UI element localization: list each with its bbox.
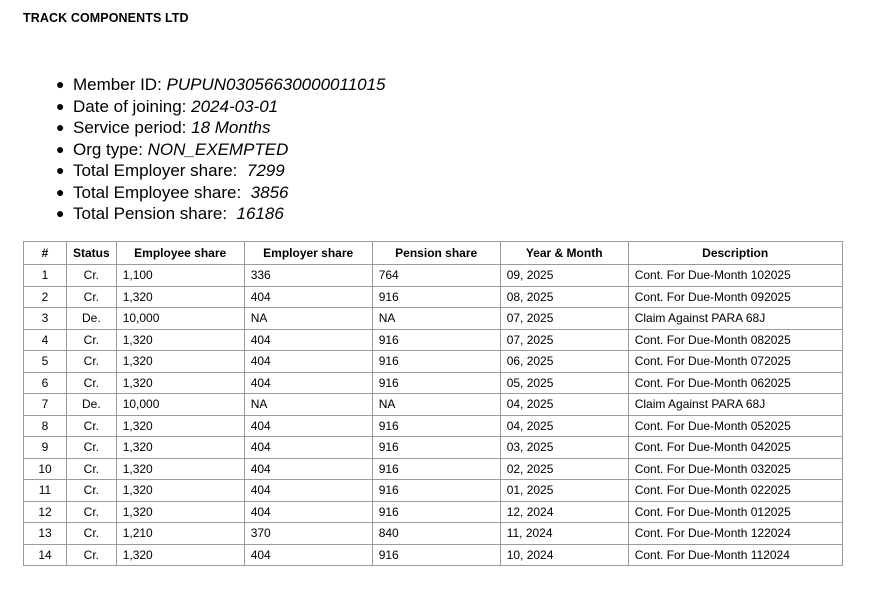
cell-year-month: 08, 2025: [500, 286, 628, 308]
cell-description: Cont. For Due-Month 022025: [628, 480, 842, 502]
cell-year-month: 04, 2025: [500, 394, 628, 416]
cell-pension-share: 916: [372, 437, 500, 459]
cell-pension-share: NA: [372, 308, 500, 330]
cell-number: 3: [24, 308, 67, 330]
header-employee-share: Employee share: [116, 242, 244, 265]
cell-year-month: 11, 2024: [500, 523, 628, 545]
header-number: #: [24, 242, 67, 265]
cell-year-month: 04, 2025: [500, 415, 628, 437]
cell-description: Cont. For Due-Month 062025: [628, 372, 842, 394]
cell-number: 2: [24, 286, 67, 308]
table-row: [24, 544, 843, 566]
cell-pension-share: 916: [372, 501, 500, 523]
table-row: [24, 351, 843, 373]
member-info-list: [56, 74, 386, 225]
cell-description: Claim Against PARA 68J: [628, 394, 842, 416]
table-row: [24, 308, 843, 330]
cell-description: Cont. For Due-Month 102025: [628, 265, 842, 287]
cell-status: Cr.: [67, 286, 117, 308]
cell-pension-share: 916: [372, 480, 500, 502]
bullet-icon: ●: [56, 76, 65, 92]
cell-employee-share: 1,320: [116, 480, 244, 502]
cell-employee-share: 1,100: [116, 265, 244, 287]
cell-pension-share: 916: [372, 351, 500, 373]
cell-employee-share: 1,320: [116, 458, 244, 480]
cell-description: Cont. For Due-Month 082025: [628, 329, 842, 351]
cell-status: Cr.: [67, 458, 117, 480]
bullet-icon: ●: [56, 183, 65, 200]
cell-employee-share: 1,320: [116, 286, 244, 308]
cell-number: 5: [24, 351, 67, 373]
cell-employer-share: 404: [244, 480, 372, 502]
cell-pension-share: 916: [372, 458, 500, 480]
cell-number: 7: [24, 394, 67, 416]
table-header-row: [24, 242, 843, 265]
cell-year-month: 02, 2025: [500, 458, 628, 480]
cell-description: Cont. For Due-Month 072025: [628, 351, 842, 373]
cell-employer-share: 404: [244, 501, 372, 523]
cell-pension-share: 840: [372, 523, 500, 545]
cell-employee-share: 1,210: [116, 523, 244, 545]
header-year-month: Year & Month: [500, 242, 628, 265]
table-row: [24, 394, 843, 416]
cell-employee-share: 1,320: [116, 351, 244, 373]
cell-employee-share: 1,320: [116, 415, 244, 437]
info-value: NON_EXEMPTED: [147, 139, 289, 159]
cell-number: 13: [24, 523, 67, 545]
cell-year-month: 03, 2025: [500, 437, 628, 459]
contribution-table: [23, 241, 843, 566]
cell-year-month: 12, 2024: [500, 501, 628, 523]
cell-employee-share: 1,320: [116, 501, 244, 523]
info-value: 3856: [250, 182, 289, 202]
info-label: Total Employer share:: [73, 161, 243, 180]
table-row: [24, 523, 843, 545]
cell-number: 14: [24, 544, 67, 566]
cell-status: De.: [67, 394, 117, 416]
info-value: 7299: [246, 161, 285, 180]
cell-year-month: 01, 2025: [500, 480, 628, 502]
cell-employer-share: 404: [244, 458, 372, 480]
header-status: Status: [67, 242, 117, 265]
cell-number: 10: [24, 458, 67, 480]
company-name: TRACK COMPONENTS LTD: [23, 11, 189, 25]
cell-number: 12: [24, 501, 67, 523]
info-value: 2024-03-01: [191, 96, 279, 116]
header-pension-share: Pension share: [372, 242, 500, 265]
bullet-icon: ●: [56, 140, 65, 157]
info-label: Service period:: [73, 118, 187, 137]
table-row: [24, 286, 843, 308]
bullet-icon: ●: [56, 97, 65, 114]
info-label: Total Pension share:: [73, 204, 232, 223]
cell-status: Cr.: [67, 544, 117, 566]
table-row: [24, 458, 843, 480]
cell-description: Cont. For Due-Month 112024: [628, 544, 842, 566]
cell-employer-share: 336: [244, 265, 372, 287]
cell-employer-share: 404: [244, 351, 372, 373]
info-value: 18 Months: [191, 118, 271, 137]
cell-year-month: 10, 2024: [500, 544, 628, 566]
cell-pension-share: NA: [372, 394, 500, 416]
cell-employee-share: 10,000: [116, 394, 244, 416]
cell-status: Cr.: [67, 351, 117, 373]
cell-employer-share: 404: [244, 437, 372, 459]
table-row: [24, 372, 843, 394]
cell-employer-share: 404: [244, 544, 372, 566]
info-total-pension-share: [56, 203, 386, 225]
cell-number: 9: [24, 437, 67, 459]
cell-employee-share: 1,320: [116, 544, 244, 566]
cell-number: 11: [24, 480, 67, 502]
bullet-icon: ●: [56, 119, 65, 135]
cell-employer-share: NA: [244, 394, 372, 416]
table-row: [24, 501, 843, 523]
cell-year-month: 05, 2025: [500, 372, 628, 394]
info-label: Total Employee share:: [73, 182, 246, 202]
cell-description: Cont. For Due-Month 032025: [628, 458, 842, 480]
info-member-id: [56, 74, 386, 96]
cell-status: Cr.: [67, 480, 117, 502]
cell-status: Cr.: [67, 372, 117, 394]
cell-status: Cr.: [67, 523, 117, 545]
table-row: [24, 415, 843, 437]
bullet-icon: ●: [56, 162, 65, 178]
info-service-period: [56, 117, 386, 139]
info-org-type: [56, 139, 386, 161]
cell-pension-share: 916: [372, 544, 500, 566]
info-total-employee-share: [56, 182, 386, 204]
cell-year-month: 06, 2025: [500, 351, 628, 373]
cell-description: Cont. For Due-Month 052025: [628, 415, 842, 437]
table-row: [24, 265, 843, 287]
cell-employee-share: 10,000: [116, 308, 244, 330]
info-date-of-joining: [56, 96, 386, 118]
info-label: Org type:: [73, 139, 143, 159]
cell-employer-share: 404: [244, 372, 372, 394]
cell-year-month: 09, 2025: [500, 265, 628, 287]
cell-description: Cont. For Due-Month 012025: [628, 501, 842, 523]
cell-status: Cr.: [67, 415, 117, 437]
info-value: 16186: [236, 204, 284, 223]
table-row: [24, 437, 843, 459]
cell-status: De.: [67, 308, 117, 330]
cell-employer-share: 404: [244, 415, 372, 437]
cell-description: Claim Against PARA 68J: [628, 308, 842, 330]
cell-employer-share: 370: [244, 523, 372, 545]
bullet-icon: ●: [56, 205, 65, 221]
cell-number: 4: [24, 329, 67, 351]
cell-pension-share: 916: [372, 372, 500, 394]
cell-pension-share: 916: [372, 286, 500, 308]
cell-employee-share: 1,320: [116, 372, 244, 394]
table-row: [24, 480, 843, 502]
cell-pension-share: 916: [372, 415, 500, 437]
table-body: [24, 265, 843, 566]
cell-status: Cr.: [67, 329, 117, 351]
info-total-employer-share: [56, 160, 386, 182]
cell-employer-share: 404: [244, 286, 372, 308]
cell-pension-share: 916: [372, 329, 500, 351]
info-label: Date of joining:: [73, 96, 187, 116]
cell-description: Cont. For Due-Month 122024: [628, 523, 842, 545]
cell-year-month: 07, 2025: [500, 329, 628, 351]
info-value: PUPUN03056630000011015: [166, 75, 386, 94]
cell-employer-share: NA: [244, 308, 372, 330]
cell-number: 8: [24, 415, 67, 437]
info-label: Member ID:: [73, 75, 162, 94]
cell-pension-share: 764: [372, 265, 500, 287]
cell-employee-share: 1,320: [116, 437, 244, 459]
cell-description: Cont. For Due-Month 042025: [628, 437, 842, 459]
header-employer-share: Employer share: [244, 242, 372, 265]
cell-status: Cr.: [67, 265, 117, 287]
cell-status: Cr.: [67, 437, 117, 459]
cell-employer-share: 404: [244, 329, 372, 351]
cell-employee-share: 1,320: [116, 329, 244, 351]
table-row: [24, 329, 843, 351]
cell-description: Cont. For Due-Month 092025: [628, 286, 842, 308]
cell-status: Cr.: [67, 501, 117, 523]
cell-number: 1: [24, 265, 67, 287]
header-description: Description: [628, 242, 842, 265]
cell-number: 6: [24, 372, 67, 394]
cell-year-month: 07, 2025: [500, 308, 628, 330]
